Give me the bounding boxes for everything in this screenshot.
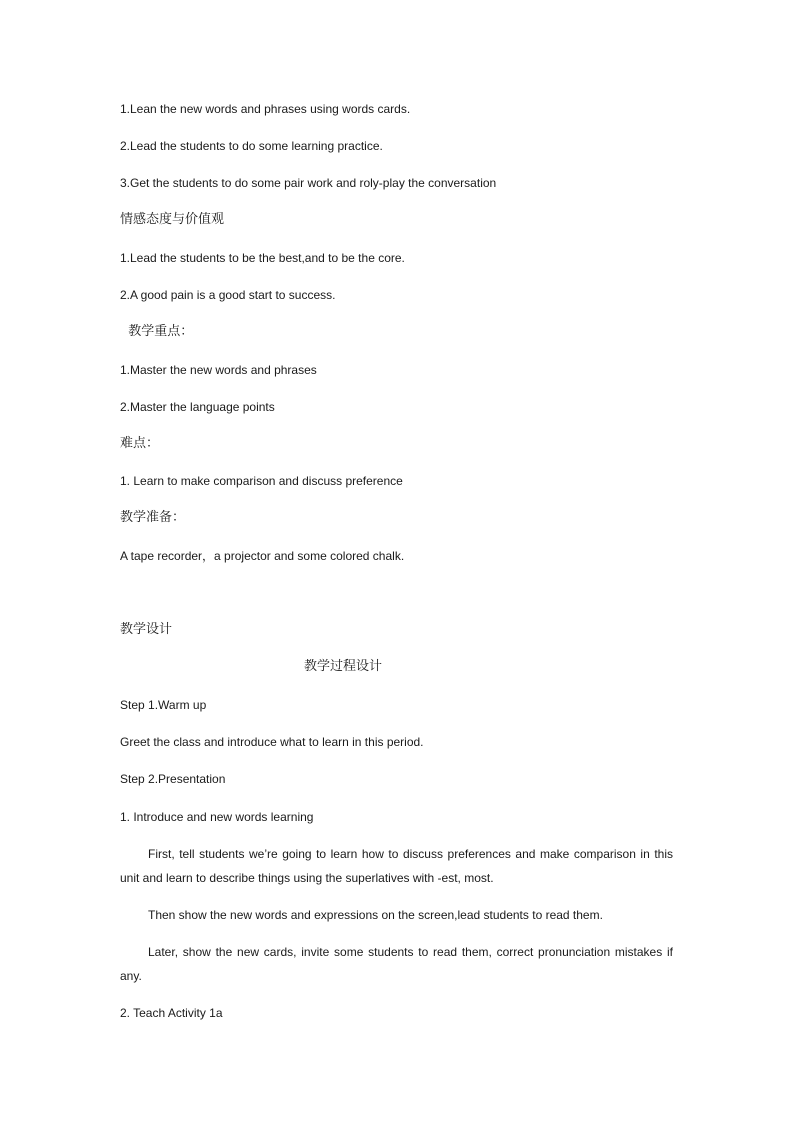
key-point-1: 1.Master the new words and phrases [120,363,317,377]
objective-1: 1.Lean the new words and phrases using words cards. [120,102,411,116]
process-heading: 教学过程设计 [303,659,382,674]
step-2-sub-2: 2. Teach Activity 1a [120,1006,223,1020]
paragraph-2: Then show the new words and expressions on the screen,lead students to read them. [148,908,603,922]
preparation-text: A tape recorder，a projector and some colored chalk. [120,549,405,563]
step-1-heading: Step 1.Warm up [120,698,207,712]
emotion-item-1: 1.Lead the students to be the best,and to be the core. [120,251,405,265]
step-2-heading: Step 2.Presentation [120,772,226,786]
difficulties-heading: 难点： [120,436,160,451]
difficulty-1: 1. Learn to make comparison and discuss preference [120,474,403,488]
preparation-heading: 教学准备： [120,510,186,525]
step-2-sub-1: 1. Introduce and new words learning [120,810,314,824]
key-point-2: 2.Master the language points [120,400,275,414]
objective-3: 3.Get the students to do some pair work and roly-play the conversation [120,176,497,190]
paragraph-1: First, tell students we’re going to learn how to discuss preferences and make comparison in this unit and learn to describe things using the superlatives with -est, most. [120,847,673,885]
emotion-heading: 情感态度与价值观 [120,212,225,227]
emotion-item-2: 2.A good pain is a good start to success. [120,288,336,302]
step-1-text: Greet the class and introduce what to learn in this period. [120,735,424,749]
key-points-heading: 教学重点： [120,324,194,339]
objective-2: 2.Lead the students to do some learning practice. [120,139,383,153]
design-heading: 教学设计 [120,622,173,637]
paragraph-3: Later, show the new cards, invite some students to read them, correct pronunciation mistakes if any. [120,945,673,983]
